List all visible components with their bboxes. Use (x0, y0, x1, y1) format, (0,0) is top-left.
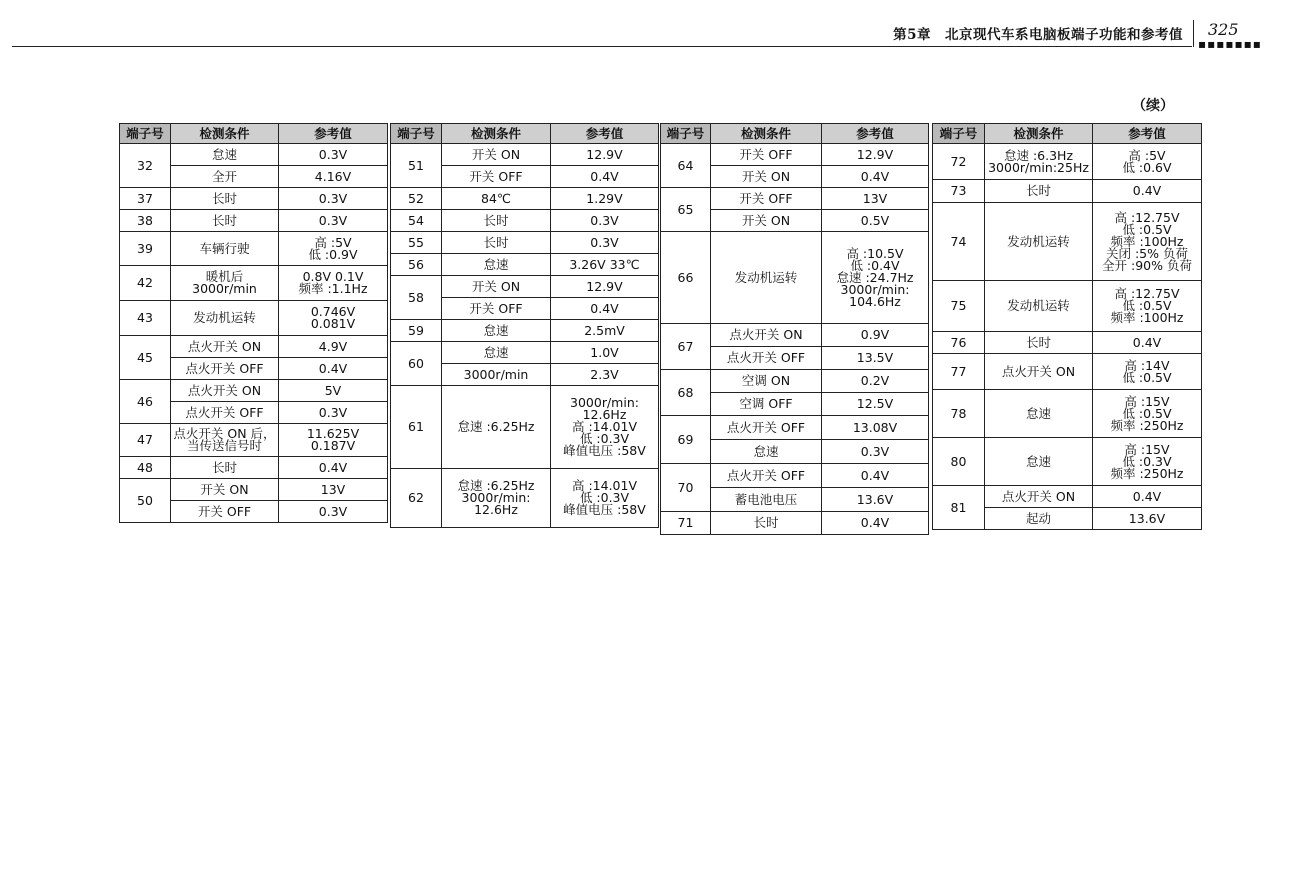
table-row (391, 469, 659, 528)
reference-value-cell: 高 :10.5V 低 :0.4V 怠速 :24.7Hz 3000r/min: 104.6Hz (822, 232, 929, 324)
table-row (661, 464, 929, 488)
condition-cell: 空调 ON (711, 370, 822, 393)
table-row (391, 188, 659, 210)
terminal-number: 60 (391, 342, 442, 386)
header-rule (12, 46, 1192, 47)
table-row (661, 188, 929, 210)
table-row (120, 266, 388, 301)
terminal-number: 50 (120, 479, 171, 523)
terminal-number: 62 (391, 469, 442, 528)
terminal-number: 78 (933, 390, 985, 438)
reference-value-cell: 1.29V (551, 188, 659, 210)
condition-cell: 怠速 (985, 438, 1093, 486)
table-header-row (661, 124, 929, 144)
condition-cell: 点火开关 OFF (711, 464, 822, 488)
reference-value-cell: 3.26V 33℃ (551, 254, 659, 276)
condition-cell: 点火开关 ON (985, 354, 1093, 390)
terminal-number: 69 (661, 416, 711, 464)
table-row (120, 457, 388, 479)
reference-value-cell: 0.4V (822, 166, 929, 188)
table-header-row (120, 124, 388, 144)
table-row (120, 424, 388, 457)
condition-cell: 点火开关 ON (171, 336, 279, 358)
table-row (391, 232, 659, 254)
condition-cell: 开关 ON (711, 210, 822, 232)
condition-cell: 开关 ON (711, 166, 822, 188)
table-row (933, 281, 1202, 332)
terminal-number: 66 (661, 232, 711, 324)
terminal-number: 42 (120, 266, 171, 301)
condition-cell: 车辆行驶 (171, 232, 279, 266)
terminal-number: 76 (933, 332, 985, 354)
condition-cell: 怠速 (711, 440, 822, 464)
terminal-number: 37 (120, 188, 171, 210)
reference-value-cell: 0.4V (1093, 180, 1202, 203)
reference-value-cell: 12.9V (551, 276, 659, 298)
table-row (391, 210, 659, 232)
terminal-number: 73 (933, 180, 985, 203)
terminal-number: 71 (661, 512, 711, 535)
table-row (120, 301, 388, 336)
condition-cell: 长时 (985, 180, 1093, 203)
condition-cell: 怠速 :6.3Hz 3000r/min:25Hz (985, 144, 1093, 180)
reference-value-cell: 0.4V (279, 457, 388, 479)
terminal-number: 58 (391, 276, 442, 320)
condition-cell: 点火开关 ON (711, 324, 822, 347)
table-header-row (391, 124, 659, 144)
reference-value-cell: 12.9V (551, 144, 659, 166)
reference-value-cell: 0.8V 0.1V 频率 :1.1Hz (279, 266, 388, 301)
reference-value-cell: 13.08V (822, 416, 929, 440)
condition-cell: 点火开关 ON (985, 486, 1093, 508)
condition-cell: 开关 ON (171, 479, 279, 501)
table-row (661, 144, 929, 166)
terminal-number: 68 (661, 370, 711, 416)
reference-value-cell: 高 :14.01V 低 :0.3V 峰值电压 :58V (551, 469, 659, 528)
table-row (391, 386, 659, 469)
table-header-row (933, 124, 1202, 144)
terminal-column-header: 端子号 (933, 124, 985, 144)
reference-value-cell: 12.5V (822, 393, 929, 416)
terminal-number: 61 (391, 386, 442, 469)
condition-column-header: 检测条件 (985, 124, 1093, 144)
page-number: 325 (1208, 20, 1239, 39)
reference-column-header: 参考值 (1093, 124, 1202, 144)
condition-cell: 长时 (171, 210, 279, 232)
table-row (120, 380, 388, 402)
reference-value-cell: 13.6V (822, 488, 929, 512)
terminal-number: 67 (661, 324, 711, 370)
reference-value-cell: 高 :5V 低 :0.9V (279, 232, 388, 266)
reference-value-cell: 高 :15V 低 :0.5V 频率 :250Hz (1093, 390, 1202, 438)
reference-value-cell: 11.625V 0.187V (279, 424, 388, 457)
table-row (391, 144, 659, 166)
table-row (661, 324, 929, 347)
reference-value-cell: 2.5mV (551, 320, 659, 342)
condition-cell: 点火开关 ON 后， 当传送信号时 (171, 424, 279, 457)
condition-cell: 全开 (171, 166, 279, 188)
condition-cell: 怠速 (442, 320, 551, 342)
condition-cell: 长时 (442, 232, 551, 254)
condition-cell: 怠速 (985, 390, 1093, 438)
condition-cell: 空调 OFF (711, 393, 822, 416)
reference-column-header: 参考值 (279, 124, 388, 144)
reference-value-cell: 0.3V (279, 402, 388, 424)
reference-value-cell: 4.16V (279, 166, 388, 188)
condition-cell: 长时 (171, 188, 279, 210)
table-row (391, 276, 659, 298)
reference-value-cell: 0.3V (279, 144, 388, 166)
condition-cell: 84℃ (442, 188, 551, 210)
table-row (120, 479, 388, 501)
condition-cell: 点火开关 OFF (711, 416, 822, 440)
terminal-number: 55 (391, 232, 442, 254)
condition-cell: 发动机运转 (171, 301, 279, 336)
reference-value-cell: 5V (279, 380, 388, 402)
page-dots-ornament: ▪▪▪▪▪▪▪ (1198, 37, 1262, 51)
condition-cell: 3000r/min (442, 364, 551, 386)
reference-value-cell: 0.4V (279, 358, 388, 380)
reference-value-cell: 0.4V (822, 464, 929, 488)
condition-column-header: 检测条件 (711, 124, 822, 144)
reference-value-cell: 高 :14V 低 :0.5V (1093, 354, 1202, 390)
condition-cell: 发动机运转 (985, 281, 1093, 332)
terminal-column-header: 端子号 (661, 124, 711, 144)
reference-value-cell: 0.3V (822, 440, 929, 464)
table-row (120, 232, 388, 266)
condition-cell: 怠速 :6.25Hz (442, 386, 551, 469)
table-row (933, 180, 1202, 203)
reference-value-cell: 高 :5V 低 :0.6V (1093, 144, 1202, 180)
table-row (933, 332, 1202, 354)
terminal-number: 59 (391, 320, 442, 342)
chapter-title: 第5章 北京现代车系电脑板端子功能和参考值 (893, 27, 1183, 43)
terminal-table-1 (119, 123, 388, 523)
table-row (933, 486, 1202, 508)
condition-cell: 暖机后 3000r/min (171, 266, 279, 301)
condition-column-header: 检测条件 (171, 124, 279, 144)
condition-cell: 开关 ON (442, 144, 551, 166)
table-row (933, 203, 1202, 281)
terminal-number: 38 (120, 210, 171, 232)
reference-value-cell: 高 :12.75V 低 :0.5V 频率 :100Hz 关闭 :5% 负荷 全开 :90% 负荷 (1093, 203, 1202, 281)
terminal-table-4 (932, 123, 1202, 530)
terminal-number: 46 (120, 380, 171, 424)
reference-value-cell: 0.4V (822, 512, 929, 535)
terminal-number: 64 (661, 144, 711, 188)
reference-column-header: 参考值 (822, 124, 929, 144)
terminal-number: 52 (391, 188, 442, 210)
reference-value-cell: 0.3V (279, 210, 388, 232)
reference-value-cell: 0.746V 0.081V (279, 301, 388, 336)
condition-cell: 发动机运转 (985, 203, 1093, 281)
terminal-number: 32 (120, 144, 171, 188)
reference-value-cell: 0.3V (551, 210, 659, 232)
terminal-number: 72 (933, 144, 985, 180)
terminal-number: 81 (933, 486, 985, 530)
reference-value-cell: 0.4V (1093, 332, 1202, 354)
reference-value-cell: 13.5V (822, 347, 929, 370)
condition-cell: 长时 (711, 512, 822, 535)
reference-value-cell: 12.9V (822, 144, 929, 166)
table-row (933, 438, 1202, 486)
terminal-table-3 (660, 123, 929, 535)
reference-value-cell: 0.3V (279, 501, 388, 523)
condition-cell: 长时 (985, 332, 1093, 354)
terminal-number: 70 (661, 464, 711, 512)
terminal-number: 45 (120, 336, 171, 380)
condition-cell: 怠速 (442, 342, 551, 364)
terminal-number: 39 (120, 232, 171, 266)
terminal-number: 48 (120, 457, 171, 479)
reference-value-cell: 2.3V (551, 364, 659, 386)
terminal-number: 77 (933, 354, 985, 390)
terminal-number: 54 (391, 210, 442, 232)
terminal-column-header: 端子号 (391, 124, 442, 144)
condition-cell: 开关 OFF (442, 298, 551, 320)
condition-cell: 怠速 (171, 144, 279, 166)
reference-column-header: 参考值 (551, 124, 659, 144)
condition-cell: 点火开关 OFF (171, 402, 279, 424)
condition-column-header: 检测条件 (442, 124, 551, 144)
reference-value-cell: 高 :15V 低 :0.3V 频率 :250Hz (1093, 438, 1202, 486)
reference-value-cell: 3000r/min: 12.6Hz 高 :14.01V 低 :0.3V 峰值电压 :58V (551, 386, 659, 469)
condition-cell: 长时 (442, 210, 551, 232)
condition-cell: 发动机运转 (711, 232, 822, 324)
reference-value-cell: 1.0V (551, 342, 659, 364)
reference-value-cell: 13.6V (1093, 508, 1202, 530)
condition-cell: 开关 OFF (171, 501, 279, 523)
terminal-number: 80 (933, 438, 985, 486)
condition-cell: 点火开关 OFF (171, 358, 279, 380)
reference-value-cell: 0.4V (551, 166, 659, 188)
header-divider (1193, 20, 1194, 47)
terminal-number: 43 (120, 301, 171, 336)
table-row (933, 390, 1202, 438)
condition-cell: 点火开关 OFF (711, 347, 822, 370)
table-row (661, 512, 929, 535)
table-row (391, 342, 659, 364)
condition-cell: 怠速 :6.25Hz 3000r/min: 12.6Hz (442, 469, 551, 528)
condition-cell: 起动 (985, 508, 1093, 530)
table-row (391, 320, 659, 342)
terminal-number: 56 (391, 254, 442, 276)
terminal-number: 75 (933, 281, 985, 332)
table-row (661, 416, 929, 440)
table-row (661, 370, 929, 393)
reference-value-cell: 13V (279, 479, 388, 501)
condition-cell: 蓄电池电压 (711, 488, 822, 512)
condition-cell: 开关 OFF (711, 188, 822, 210)
reference-value-cell: 0.5V (822, 210, 929, 232)
table-row (933, 144, 1202, 180)
condition-cell: 长时 (171, 457, 279, 479)
terminal-column-header: 端子号 (120, 124, 171, 144)
table-row (120, 144, 388, 166)
condition-cell: 开关 ON (442, 276, 551, 298)
condition-cell: 开关 OFF (442, 166, 551, 188)
table-row (120, 336, 388, 358)
reference-value-cell: 0.4V (1093, 486, 1202, 508)
reference-value-cell: 13V (822, 188, 929, 210)
reference-value-cell: 4.9V (279, 336, 388, 358)
reference-value-cell: 0.3V (551, 232, 659, 254)
table-row (120, 188, 388, 210)
reference-value-cell: 高 :12.75V 低 :0.5V 频率 :100Hz (1093, 281, 1202, 332)
reference-value-cell: 0.2V (822, 370, 929, 393)
reference-value-cell: 0.4V (551, 298, 659, 320)
terminal-number: 74 (933, 203, 985, 281)
condition-cell: 开关 OFF (711, 144, 822, 166)
reference-value-cell: 0.9V (822, 324, 929, 347)
reference-value-cell: 0.3V (279, 188, 388, 210)
table-row (120, 210, 388, 232)
terminal-number: 65 (661, 188, 711, 232)
condition-cell: 怠速 (442, 254, 551, 276)
terminal-number: 51 (391, 144, 442, 188)
table-row (661, 232, 929, 324)
table-row (933, 354, 1202, 390)
terminal-number: 47 (120, 424, 171, 457)
condition-cell: 点火开关 ON (171, 380, 279, 402)
terminal-table-2 (390, 123, 659, 528)
continued-label: （续） (1132, 98, 1174, 114)
table-row (391, 254, 659, 276)
